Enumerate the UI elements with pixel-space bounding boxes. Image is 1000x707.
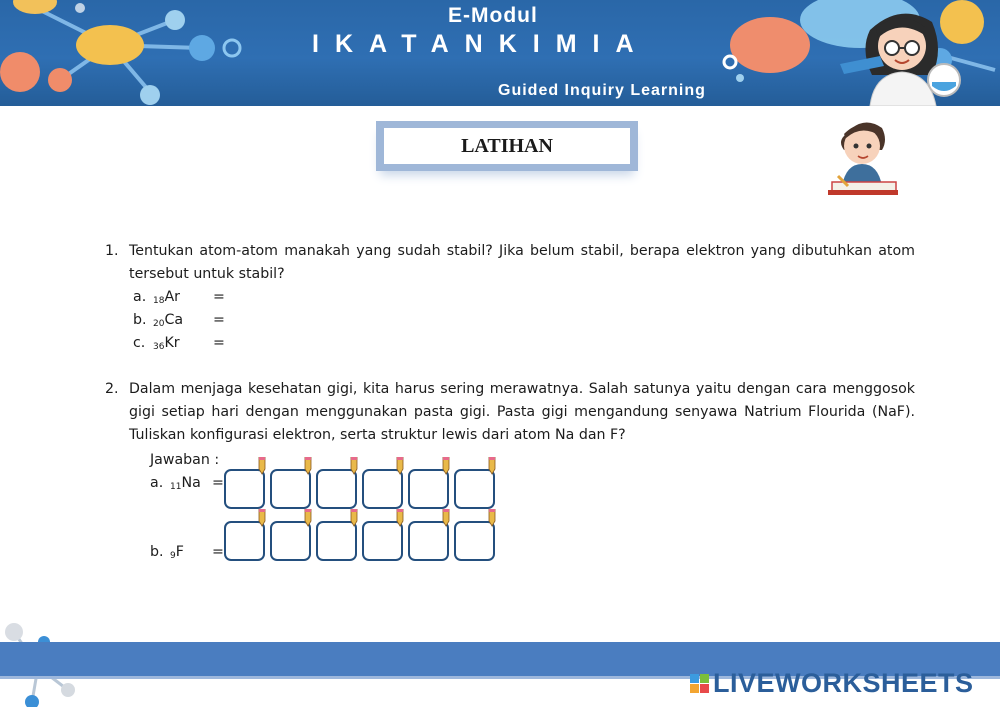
answer-equals: = — [212, 544, 224, 560]
item-element: $_{36}$Kr — [153, 335, 180, 352]
pencil-icon — [255, 509, 269, 527]
liveworksheets-brand[interactable] — [690, 668, 974, 699]
molecule-icon — [0, 0, 260, 106]
answer-boxes-na — [224, 469, 495, 509]
pencil-icon — [485, 457, 499, 475]
answer-input-box[interactable] — [454, 469, 495, 509]
header-banner — [0, 0, 1000, 106]
answer-input-box[interactable] — [316, 469, 357, 509]
answer-input-box[interactable] — [362, 469, 403, 509]
question-text: Tentukan atom-atom manakah yang sudah stabil? Jika belum stabil, berapa elektron yang dibutuhkan atom tersebut untuk stabil? — [129, 243, 915, 282]
pencil-icon — [439, 509, 453, 527]
pencil-icon — [255, 457, 269, 475]
answer-input-box[interactable] — [408, 469, 449, 509]
exercise-content — [105, 240, 915, 447]
item-element: $_{20}$Ca — [153, 312, 184, 329]
item-letter: c. — [133, 335, 146, 351]
question-number: 2. — [105, 381, 119, 397]
answer-label: Jawaban : — [150, 452, 220, 468]
student-illustration — [822, 106, 902, 198]
answer-input-box[interactable] — [270, 469, 311, 509]
answer-element: $_9$F — [170, 544, 184, 561]
question-item — [105, 309, 915, 332]
pencil-icon — [301, 457, 315, 475]
item-equals: = — [213, 312, 225, 328]
answer-input-box[interactable] — [408, 521, 449, 561]
section-title-box — [376, 121, 638, 171]
pencil-icon — [485, 509, 499, 527]
banner-tagline: Guided Inquiry Learning — [498, 82, 706, 99]
answer-equals: = — [212, 475, 224, 491]
answer-input-box[interactable] — [362, 521, 403, 561]
pencil-icon — [347, 509, 361, 527]
question-1 — [105, 240, 915, 286]
answer-element: $_{11}$Na — [170, 475, 201, 492]
scientist-illustration — [840, 0, 965, 106]
question-2 — [105, 378, 915, 447]
answer-row-na — [150, 475, 224, 492]
answer-boxes-f — [224, 521, 495, 561]
question-item — [105, 286, 915, 309]
pencil-icon — [393, 457, 407, 475]
item-letter: b. — [133, 312, 147, 328]
banner-subtitle: E-Modul — [448, 4, 538, 27]
answer-input-box[interactable] — [270, 521, 311, 561]
item-equals: = — [213, 289, 225, 305]
answer-letter: a. — [150, 475, 164, 491]
pencil-icon — [347, 457, 361, 475]
answer-input-box[interactable] — [316, 521, 357, 561]
answer-input-box[interactable] — [224, 521, 265, 561]
answer-input-box[interactable] — [454, 521, 495, 561]
section-title: LATIHAN — [384, 128, 630, 164]
question-number: 1. — [105, 243, 119, 259]
question-text: Dalam menjaga kesehatan gigi, kita harus sering merawatnya. Salah satunya yaitu dengan cara menggosok gigi setiap hari dengan menggunakan pasta gigi. Pasta gigi mengandung senyawa Natrium Flourida (NaF). Tuliskan konfigurasi elektron, serta struktur lewis dari atom Na dan F? — [129, 381, 915, 443]
liveworksheets-logo-icon — [690, 674, 709, 693]
answer-row-f — [150, 544, 224, 561]
answer-letter: b. — [150, 544, 164, 560]
pencil-icon — [393, 509, 407, 527]
question-item — [105, 332, 915, 355]
item-letter: a. — [133, 289, 147, 305]
banner-title: IKATANKIMIA — [312, 30, 650, 58]
pencil-icon — [439, 457, 453, 475]
answer-input-box[interactable] — [224, 469, 265, 509]
pencil-icon — [301, 509, 315, 527]
brand-text: LIVEWORKSHEETS — [713, 668, 974, 698]
item-element: $_{18}$Ar — [153, 289, 180, 306]
item-equals: = — [213, 335, 225, 351]
